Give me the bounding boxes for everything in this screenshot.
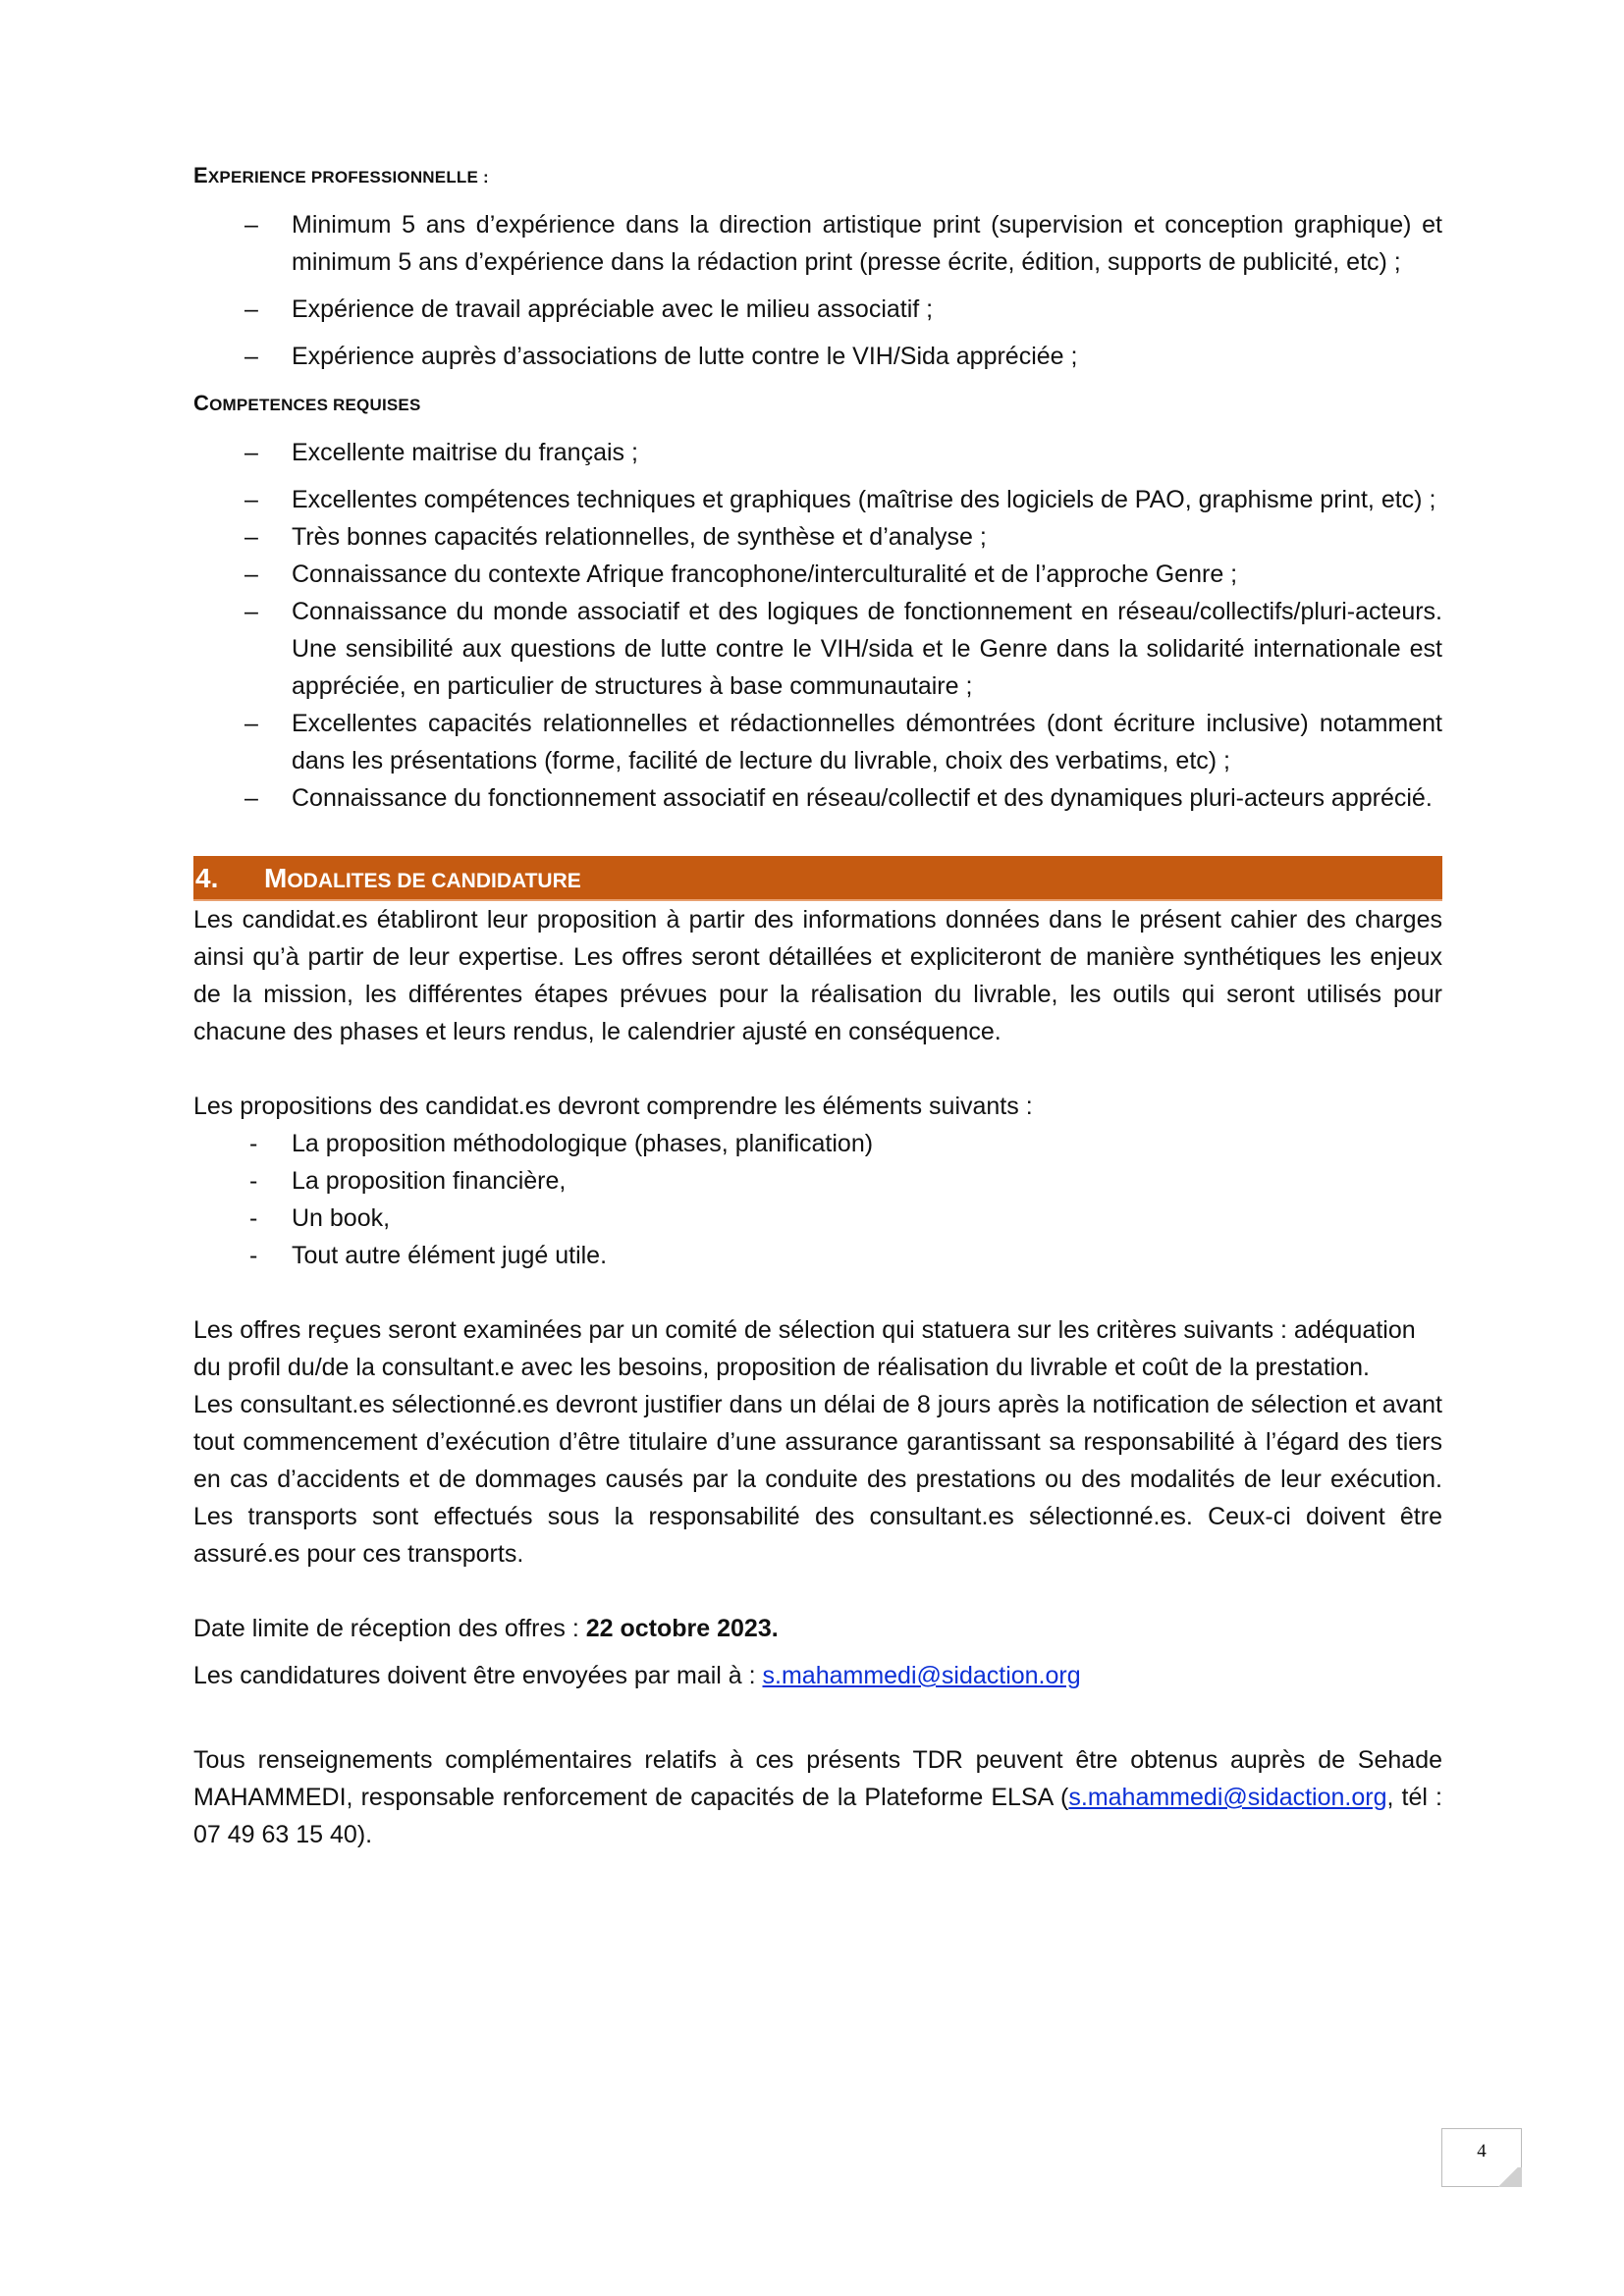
propositions-lead: Les propositions des candidat.es devront comprendre les éléments suivants : [193,1093,1033,1120]
email-line: Les candidatures doivent être envoyées par mail à : s.mahammedi@sidaction.org [193,1662,1081,1689]
list-item: – Expérience auprès d’associations de lutte contre le VIH/Sida appréciée ; [244,343,1078,370]
list-item: – Excellentes compétences techniques et graphiques (maîtrise des logiciels de PAO, graphisme print, etc) ; [244,486,1436,513]
propositions-list [193,1125,1442,1274]
competences-heading: COMPETENCES REQUISES [193,391,421,415]
experience-list [193,206,1442,375]
contact-paragraph: Tous renseignements complémentaires relatifs à ces présents TDR peuvent être obtenus auprès de Sehade MAHAMMEDI, responsable renforcement de capacités de la Plateforme ELSA (s.mahammedi@sidaction.org, tél : 07 49 63 15 40). [193,1746,1442,1848]
contact-email-link[interactable]: s.mahammedi@sidaction.org [1068,1784,1387,1811]
page-number: 4 [1477,2141,1487,2162]
list-item: – Très bonnes capacités relationnelles, de synthèse et d’analyse ; [244,523,987,551]
list-item: – Connaissance du monde associatif et des logiques de fonctionnement en réseau/collectifs/pluri-acteurs. Une sensibilité aux questions de lutte contre le VIH/sida et le Genre dans la solidarité internationale est appréciée, en particulier de structures à base communautaire ; [244,598,1442,700]
email-link[interactable]: s.mahammedi@sidaction.org [762,1662,1081,1689]
list-item: – Excellente maitrise du français ; [244,439,638,466]
insurance-paragraph: Les consultant.es sélectionné.es devront justifier dans un délai de 8 jours après la notification de sélection et avant tout commencement d’exécution d’être titulaire d’une assurance garantissant sa responsabilité à l’égard des tiers en cas d’accidents et de dommages causés par la conduite des prestations ou des modalités de leur exécution. Les transports sont effectués sous la responsabilité des consultant.es sélectionné.es. Ceux-ci doivent être assuré.es pour ces transports. [193,1391,1442,1568]
competences-list [193,434,1442,817]
list-item: - La proposition financière, [249,1167,567,1195]
selection-paragraph: Les offres reçues seront examinées par un comité de sélection qui statuera sur les critères suivants : adéquation du profil du/de la consultant.e avec les besoins, proposition de réalisation du livrable et coût de la prestation. [193,1316,1416,1381]
intro-paragraph: Les candidat.es établiront leur proposition à partir des informations données dans le présent cahier des charges ainsi qu’à partir de leur expertise. Les offres seront détaillées et expliciteront de manière synthétiques les enjeux de la mission, les différentes étapes prévues pour la réalisation du livrable, les outils qui seront utilisés pour chacune des phases et leurs rendus, le calendrier ajusté en conséquence. [193,906,1442,1045]
document-page [193,157,1442,1853]
experience-heading: EXPERIENCE PROFESSIONNELLE : [193,163,489,187]
list-item: - La proposition méthodologique (phases, planification) [249,1130,874,1157]
deadline-line: Date limite de réception des offres : 22 octobre 2023. [193,1615,779,1642]
list-item: – Excellentes capacités relationnelles et rédactionnelles démontrées (dont écriture inclusive) notamment dans les présentations (forme, facilité de lecture du livrable, choix des verbatims, etc) ; [244,710,1442,774]
deadline-value: 22 octobre 2023. [585,1615,779,1642]
list-item: – Connaissance du fonctionnement associatif en réseau/collectif et des dynamiques pluri-acteurs apprécié. [244,784,1433,812]
section-heading-modalites: 4. MODALITES DE CANDIDATURE [193,856,1442,901]
list-item: – Minimum 5 ans d’expérience dans la direction artistique print (supervision et conception graphique) et minimum 5 ans d’expérience dans la rédaction print (presse écrite, édition, supports de publicité, etc) ; [244,211,1442,276]
page-curl-icon [1494,2167,1522,2187]
list-item: - Un book, [249,1204,391,1232]
page-number-box [1441,2128,1522,2187]
list-item: - Tout autre élément jugé utile. [249,1242,608,1269]
list-item: – Expérience de travail appréciable avec le milieu associatif ; [244,295,934,323]
list-item: – Connaissance du contexte Afrique francophone/interculturalité et de l’approche Genre ; [244,561,1238,588]
